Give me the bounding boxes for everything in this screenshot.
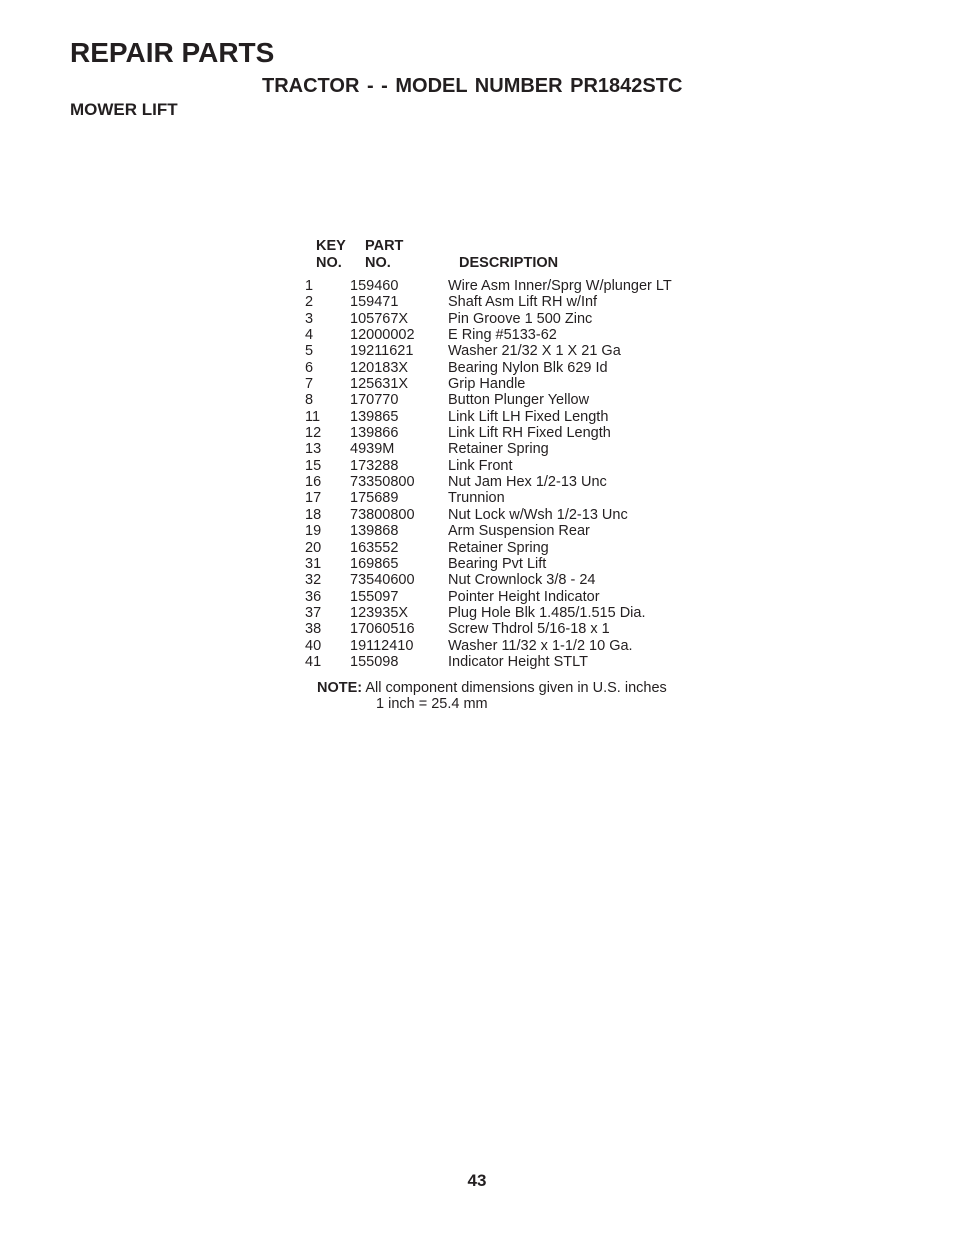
key-no-cell: 20	[305, 539, 322, 556]
part-no-cell: 4939M	[350, 441, 395, 458]
key-no-cell: 3	[305, 310, 314, 327]
part-no-cell: 73540600	[350, 572, 415, 589]
table-row	[305, 523, 725, 539]
key-no-header	[316, 238, 346, 272]
table-row	[305, 621, 725, 637]
part-no-cell: 170770	[350, 392, 399, 409]
key-no-cell: 11	[305, 408, 321, 425]
table-row	[305, 572, 725, 588]
description-cell: Nut Jam Hex 1/2-13 Unc	[448, 474, 607, 491]
table-row	[305, 540, 725, 556]
key-no-cell: 38	[305, 621, 322, 638]
description-cell: Pointer Height Indicator	[448, 588, 600, 605]
table-row	[305, 441, 725, 457]
part-no-cell: 19112410	[350, 637, 414, 654]
part-no-cell: 173288	[350, 457, 399, 474]
part-no-cell: 155098	[350, 653, 399, 670]
key-no-cell: 36	[305, 588, 322, 605]
table-row	[305, 490, 725, 506]
description-cell: E Ring #5133-62	[448, 327, 557, 344]
part-no-cell: 120183X	[350, 359, 409, 376]
table-row	[305, 556, 725, 572]
key-no-cell: 1	[305, 278, 314, 294]
key-no-cell: 7	[305, 376, 314, 393]
key-no-cell: 19	[305, 523, 322, 540]
part-no-cell: 73800800	[350, 506, 415, 523]
description-cell: Pin Groove 1 500 Zinc	[448, 310, 593, 327]
part-no-cell: 19211621	[350, 343, 414, 360]
part-no-cell: 139868	[350, 523, 399, 540]
table-row	[305, 425, 725, 441]
key-no-cell: 40	[305, 637, 322, 654]
table-row	[305, 638, 725, 654]
description-cell: Washer 11/32 x 1-1/2 10 Ga.	[448, 637, 633, 654]
key-no-cell: 37	[305, 604, 322, 621]
description-cell: Screw Thdrol 5/16-18 x 1	[448, 621, 610, 638]
parts-list	[305, 278, 725, 670]
key-no-cell: 31	[305, 555, 322, 572]
table-row	[305, 311, 725, 327]
table-row	[305, 605, 725, 621]
part-no-cell: 139866	[350, 425, 399, 442]
note-label: NOTE:	[317, 680, 363, 696]
key-no-cell: 4	[305, 327, 314, 344]
description-cell: Nut Lock w/Wsh 1/2-13 Unc	[448, 506, 628, 523]
part-no-cell: 155097	[350, 588, 399, 605]
key-no-cell: 18	[305, 506, 322, 523]
note-line1	[317, 680, 667, 696]
model-subtitle: TRACTOR - - MODEL NUMBER PR1842STC	[262, 75, 683, 97]
page-title: REPAIR PARTS	[70, 37, 275, 68]
description-cell: Bearing Pvt Lift	[448, 555, 547, 572]
description-cell: Arm Suspension Rear	[448, 523, 590, 540]
table-row	[305, 392, 725, 408]
key-no-cell: 17	[305, 490, 322, 507]
note-conversion: 1 inch = 25.4 mm	[376, 696, 488, 712]
part-no-cell: 159471	[350, 294, 399, 311]
key-header-line2: NO.	[316, 255, 342, 271]
part-no-header	[365, 238, 403, 272]
table-row	[305, 589, 725, 605]
page-number: 43	[467, 1171, 487, 1190]
key-header-line1: KEY	[316, 238, 346, 254]
description-cell: Trunnion	[448, 490, 505, 507]
description-cell: Plug Hole Blk 1.485/1.515 Dia.	[448, 604, 646, 621]
table-row	[305, 654, 725, 670]
table-row	[305, 278, 725, 294]
key-no-cell: 16	[305, 474, 322, 491]
part-no-cell: 12000002	[350, 327, 415, 344]
part-header-line1: PART	[365, 238, 404, 254]
description-cell: Retainer Spring	[448, 539, 549, 556]
key-no-cell: 8	[305, 392, 314, 409]
key-no-cell: 15	[305, 457, 322, 474]
description-cell: Indicator Height STLT	[448, 653, 588, 670]
part-no-cell: 73350800	[350, 474, 415, 491]
table-row	[305, 360, 725, 376]
note-text: All component dimensions given in U.S. inches	[365, 680, 667, 696]
part-no-cell: 17060516	[350, 621, 415, 638]
part-no-cell: 163552	[350, 539, 399, 556]
part-no-cell: 139865	[350, 408, 399, 425]
key-no-cell: 41	[305, 653, 322, 670]
description-cell: Shaft Asm Lift RH w/Inf	[448, 294, 598, 311]
description-cell: Bearing Nylon Blk 629 Id	[448, 359, 608, 376]
description-cell: Retainer Spring	[448, 441, 549, 458]
key-no-cell: 32	[305, 572, 322, 589]
description-cell: Grip Handle	[448, 376, 526, 393]
table-row	[305, 409, 725, 425]
table-row	[305, 458, 725, 474]
description-cell: Wire Asm Inner/Sprg W/plunger LT	[448, 278, 672, 294]
part-no-cell: 105767X	[350, 310, 409, 327]
section-heading: MOWER LIFT	[70, 100, 178, 119]
description-cell: Button Plunger Yellow	[448, 392, 590, 409]
description-cell: Nut Crownlock 3/8 - 24	[448, 572, 596, 589]
part-no-cell: 169865	[350, 555, 399, 572]
table-row	[305, 474, 725, 490]
part-no-cell: 125631X	[350, 376, 409, 393]
description-cell: Link Front	[448, 457, 513, 474]
table-row	[305, 343, 725, 359]
table-row	[305, 376, 725, 392]
table-row	[305, 507, 725, 523]
key-no-cell: 2	[305, 294, 314, 311]
description-cell: Washer 21/32 X 1 X 21 Ga	[448, 343, 621, 360]
description-header: DESCRIPTION	[459, 255, 559, 271]
table-row	[305, 327, 725, 343]
key-no-cell: 6	[305, 359, 314, 376]
part-header-line2: NO.	[365, 255, 391, 271]
description-cell: Link Lift RH Fixed Length	[448, 425, 611, 442]
description-cell: Link Lift LH Fixed Length	[448, 408, 609, 425]
part-no-cell: 123935X	[350, 604, 409, 621]
key-no-cell: 5	[305, 343, 314, 360]
key-no-cell: 13	[305, 441, 322, 458]
table-row	[305, 294, 725, 310]
part-no-cell: 159460	[350, 278, 399, 294]
key-no-cell: 12	[305, 425, 322, 442]
part-no-cell: 175689	[350, 490, 399, 507]
